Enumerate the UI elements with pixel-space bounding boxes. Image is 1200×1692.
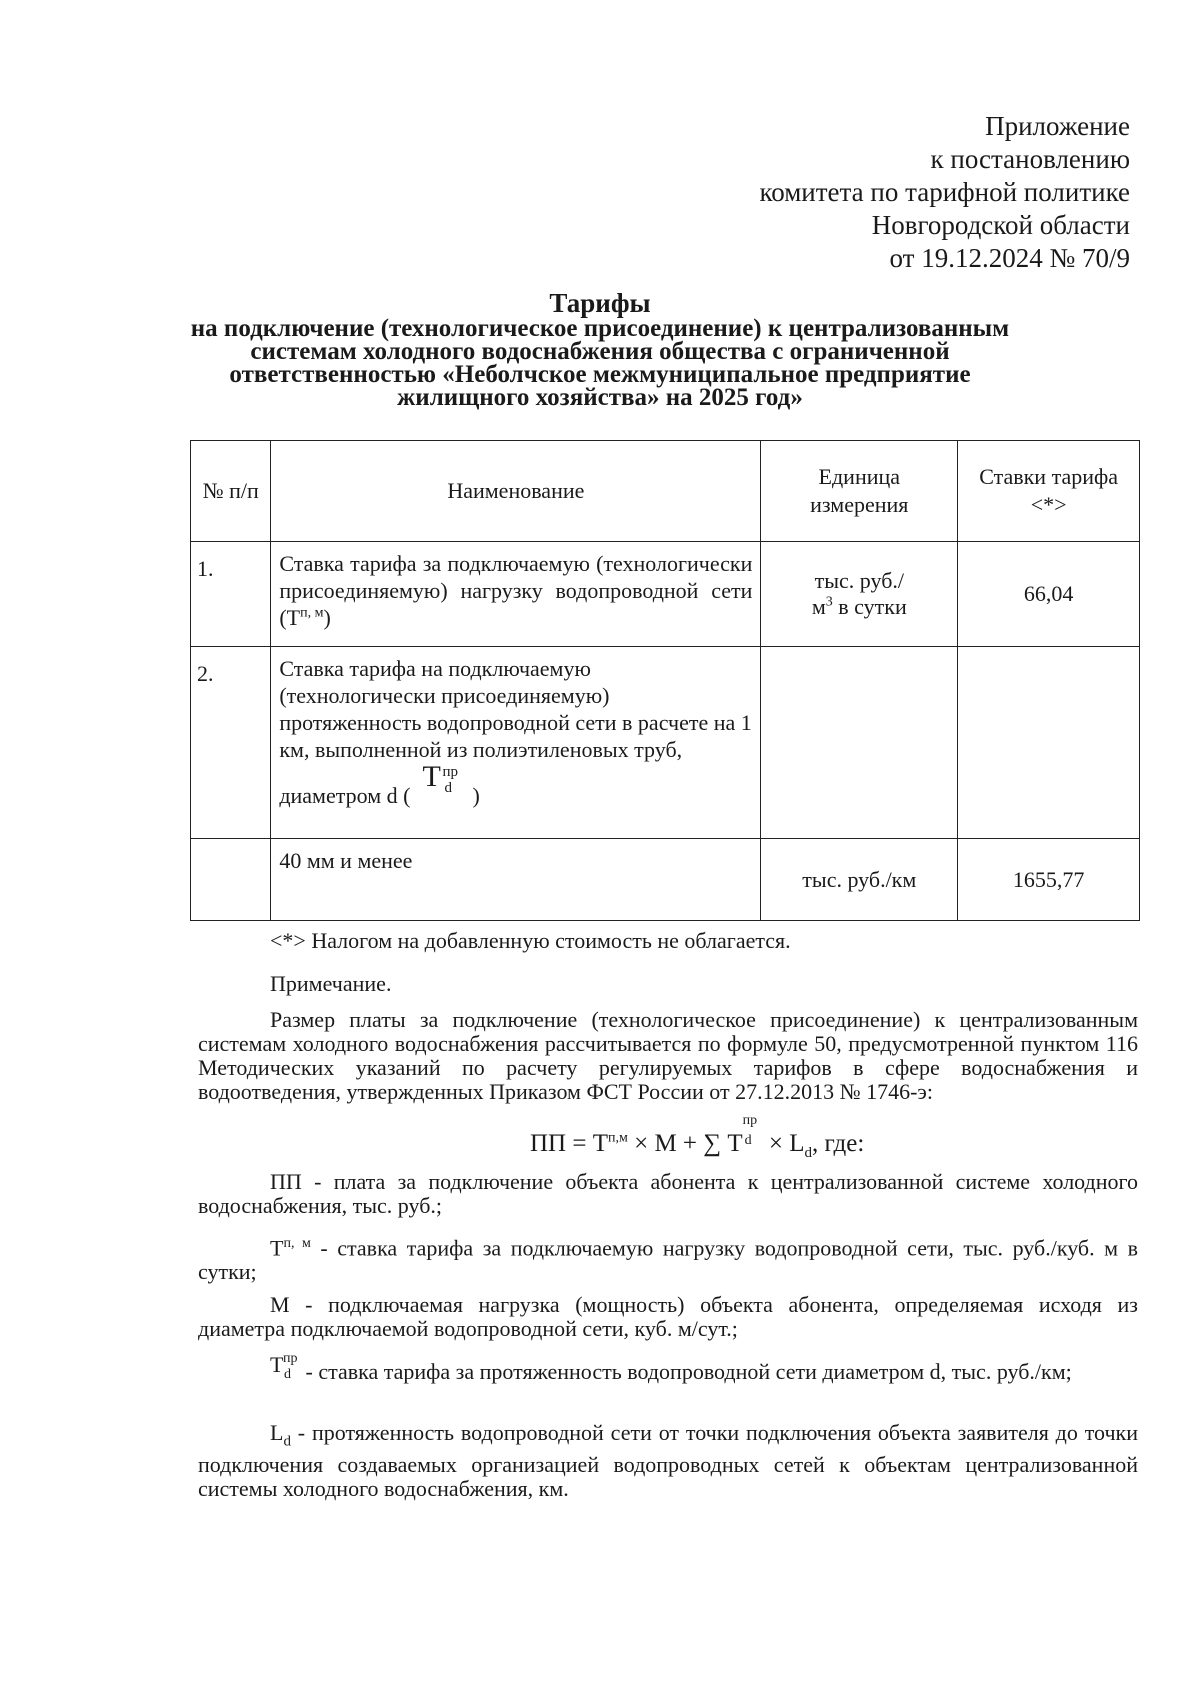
formula-lhs: ПП = Т	[530, 1130, 608, 1157]
definition-tpm-text: - ставка тарифа за подключаемую нагрузку водопроводной сети, тыс. руб./куб. м в сутки;	[198, 1235, 1138, 1285]
row1-name-text: Ставка тарифа за подключаемую (технологически присоединяемую) нагрузку водопроводной сети (Т	[279, 551, 753, 630]
paragraph-main-text: Размер платы за подключение (технологическое присоединение) к централизованным системам холодного водоснабжения рассчитывается по формуле 50, предусмотренной пунктом 116 Методических указаний по расчету регулируемых тарифов в сфере водоснабжения и водоотведения, утвержденных Приказом ФСТ России от 27.12.2013 № 1746-э:	[198, 1007, 1138, 1104]
formula-end: , где:	[812, 1130, 865, 1157]
paragraph-main	[198, 1008, 1138, 1104]
tpm-sup: п, м	[283, 1236, 311, 1251]
ld-sub: d	[283, 1433, 291, 1450]
row2-unit	[761, 647, 958, 839]
header-num: № п/п	[191, 441, 271, 542]
row1-unit-b: м	[811, 594, 826, 619]
tdpr-symbol	[410, 760, 472, 809]
row3-num	[191, 839, 271, 921]
row2-num: 2.	[191, 647, 271, 839]
def-tdpr-T: Т	[270, 1352, 284, 1377]
definition-pp	[198, 1170, 1138, 1218]
definition-tdpr-text: - ставка тарифа за протяженность водопроводной сети диаметром d, тыс. руб./км;	[300, 1359, 1072, 1384]
definition-ld-text: - протяженность водопроводной сети от точки подключения объекта заявителя до точки подключения создаваемых организацией водопроводных сетей к объектам централизованной системы холодного водоснабжения, км.	[198, 1420, 1138, 1502]
definition-tdpr	[198, 1351, 1138, 1384]
def-tdpr-sup: пр	[283, 1351, 298, 1366]
row3-rate: 1655,77	[958, 839, 1140, 921]
title-subtitle: на подключение (технологическое присоединение) к централизованным системам холодного водоснабжения общества с ограниченной ответственностью «Неболчское межмуниципальное предприятие жилищного хозяйства» на 2025 год»	[190, 315, 1010, 411]
appendix-header	[430, 110, 1130, 275]
formula-sub2: d	[744, 1133, 752, 1148]
row1-unit-sup: 3	[825, 594, 833, 610]
document-title	[140, 289, 1060, 409]
row1-num: 1.	[191, 542, 271, 647]
header-rate	[958, 441, 1140, 542]
definition-ld	[198, 1421, 1138, 1501]
ld-L: L	[270, 1420, 284, 1445]
row1-name-end: )	[323, 605, 331, 630]
vat-footnote: <*> Налогом на добавленную стоимость не облагается.	[270, 928, 791, 953]
row1-unit-a: тыс. руб./	[814, 568, 904, 593]
tariff-table	[190, 440, 1140, 921]
row1-rate: 66,04	[958, 542, 1140, 647]
header-line-2: к постановлению	[930, 144, 1130, 174]
tdpr-T: Т	[422, 760, 441, 793]
def-tdpr-sub: d	[284, 1367, 291, 1382]
header-rate-text: Ставки тарифа <*>	[979, 464, 1119, 517]
table-row	[191, 647, 1140, 839]
note-heading: Примечание.	[270, 971, 392, 996]
header-line-4: Новгородской области	[871, 210, 1130, 240]
row1-name-sup: п, м	[300, 605, 324, 621]
header-unit	[761, 441, 958, 542]
row1-unit-c: в сутки	[832, 594, 907, 619]
row2-name-text: Ставка тарифа на подключаемую (технологически присоединяемую) протяженность водопроводной сети в расчете на 1 км, выполненной из полиэтиленовых труб, диаметром d (	[279, 656, 752, 808]
formula-tail: × L	[762, 1130, 805, 1157]
tdpr-sup: пр	[442, 764, 458, 780]
formula-sup1: п,м	[607, 1130, 628, 1146]
row2-name	[271, 647, 761, 839]
definition-pp-text: ПП - плата за подключение объекта абонента к централизованной системе холодного водоснабжения, тыс. руб.;	[198, 1169, 1138, 1218]
header-line-5: от 19.12.2024 № 70/9	[889, 243, 1130, 273]
row2-rate	[958, 647, 1140, 839]
tpm-T: Т	[270, 1235, 284, 1261]
header-name: Наименование	[271, 441, 761, 542]
table-row	[191, 839, 1140, 921]
formula-sub3: d	[804, 1145, 812, 1161]
row2-name-end: )	[472, 783, 480, 808]
tdpr-sub: d	[444, 780, 452, 796]
fee-formula	[530, 1113, 865, 1162]
row3-name: 40 мм и менее	[271, 839, 761, 921]
definition-m	[198, 1293, 1138, 1341]
header-line-1: Приложение	[985, 111, 1130, 141]
header-unit-text: Единица измерения	[810, 464, 909, 517]
row3-unit: тыс. руб./км	[761, 839, 958, 921]
header-line-3: комитета по тарифной политике	[759, 177, 1130, 207]
title-main: Тарифы	[549, 288, 651, 318]
row1-name	[271, 542, 761, 647]
definition-tpm	[198, 1232, 1138, 1284]
definition-m-text: М - подключаемая нагрузка (мощность) объекта абонента, определяемая исходя из диаметра подключаемой водопроводной сети, куб. м/сут.;	[198, 1292, 1138, 1341]
formula-mid: × М + ∑ Т	[627, 1130, 743, 1157]
row1-unit	[761, 542, 958, 647]
table-row	[191, 542, 1140, 647]
table-header-row	[191, 441, 1140, 542]
formula-sup2: пр	[742, 1113, 758, 1128]
